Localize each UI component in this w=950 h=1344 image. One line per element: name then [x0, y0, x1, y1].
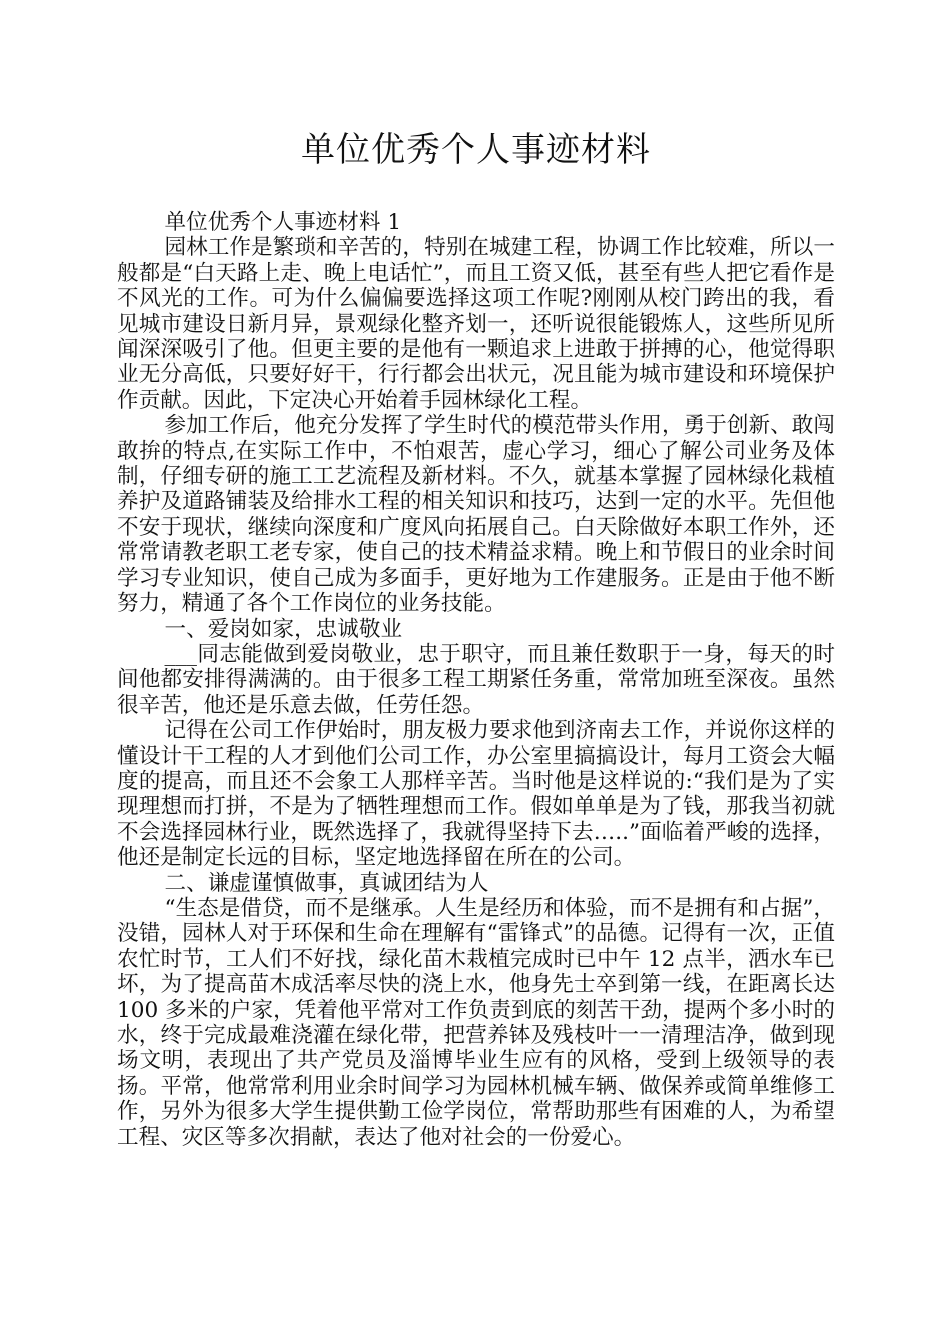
section-heading: 二、谦虚谨慎做事，真诚团结为人	[164, 870, 489, 896]
section-heading: 一、爱岗如家，忠诚敬业	[164, 616, 403, 642]
body-paragraph: 记得在公司工作伊始时，朋友极力要求他到济南去工作，并说你这样的懂设计干工程的人才到他们公司工作，办公室里搞搞设计，每月工资会大幅度的提高，而且还不会象工人那样辛苦。当时他是这样说的:“我们是为了实现理想而打拼，不是为了牺牲理想而工作。假如单单是为了钱，那我当初就不会选择园林行业，既然选择了，我就得坚持下去…..”面临着严峻的选择，他还是制定长远的目标，坚定地选择留在所在的公司。	[117, 718, 835, 871]
body-paragraph: ___同志能做到爱岗敬业，忠于职守，而且兼任数职于一身，每天的时间他都安排得满满的。由于很多工程工期紧任务重，常常加班至深夜。虽然很辛苦，他还是乐意去做，任劳任怨。	[117, 641, 835, 718]
document-page	[117, 128, 835, 1150]
body-paragraph: 园林工作是繁琐和辛苦的，特别在城建工程，协调工作比较难，所以一般都是“白天路上走、晚上电话忙”，而且工资又低，甚至有些人把它看作是不风光的工作。可为什么偏偏要选择这项工作呢?刚刚从校门跨出的我，看见城市建设日新月异，景观绿化整齐划一，还听说很能锻炼人，这些所见所闻深深吸引了他。但更主要的是他有一颗追求上进敢于拼搏的心，他觉得职业无分高低，只要好好干，行行都会出状元，况且能为城市建设和环境保护作贡献。因此，下定决心开始着手园林绿化工程。	[117, 235, 835, 413]
body-paragraph: 参加工作后，他充分发挥了学生时代的模范带头作用，勇于创新、敢闯敢拚的特点,在实际工作中，不怕艰苦，虚心学习，细心了解公司业务及体制，仔细专研的施工工艺流程及新材料。不久，就基本掌握了园林绿化栽植养护及道路铺装及给排水工程的相关知识和技巧，达到一定的水平。先但他不安于现状，继续向深度和广度风向拓展自己。白天除做好本职工作外，还常常请教老职工老专家，使自己的技术精益求精。晚上和节假日的业余时间学习专业知识，使自己成为多面手，更好地为工作建服务。正是由于他不断努力，精通了各个工作岗位的业务技能。	[117, 413, 835, 617]
body-paragraph: “生态是借贷，而不是继承。人生是经历和体验，而不是拥有和占据”，没错，园林人对于环保和生命在理解有“雷锋式”的品德。记得有一次，正值农忙时节，工人们不好找，绿化苗木栽植完成时已中午 12 点半，洒水车已坏，为了提高苗木成活率尽快的浇上水，他身先士卒到第一线，在距离长达 100 多米的户家，凭着他平常对工作负责到底的刻苦干劲，提两个多小时的水，终于完成最难浇灌在绿化带，把营养钵及残枝叶一一清理洁净，做到现场文明，表现出了共产党员及淄博毕业生应有的风格，受到上级领导的表扬。平常，他常常利用业余时间学习为园林机械车辆、做保养或简单维修工作，另外为很多大学生提供勤工俭学岗位，常帮助那些有困难的人，为希望工程、灾区等多次捐献，表达了他对社会的一份爱心。	[117, 895, 835, 1150]
document-title: 单位优秀个人事迹材料	[301, 130, 651, 170]
subtitle-paragraph: 单位优秀个人事迹材料 1	[164, 210, 402, 235]
